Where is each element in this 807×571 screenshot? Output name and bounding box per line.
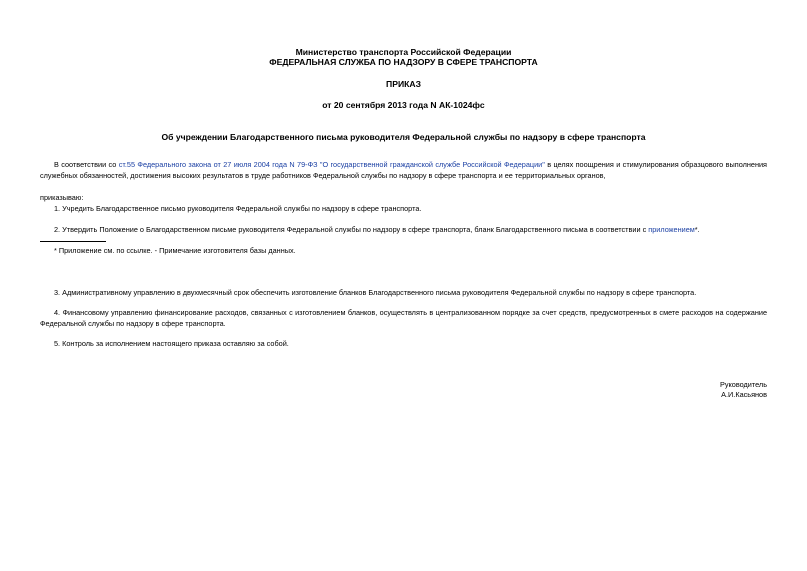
item-2-text: 2. Утвердить Положение о Благодарственном письме руководителя Федеральной службы по надзору в сфере транспорта, бланк Благодарственного письма в соответствии с — [54, 225, 649, 234]
document-title: Об учреждении Благодарственного письма руководителя Федеральной службы по надзору в сфере транспорта — [161, 132, 646, 142]
footnote-divider — [40, 241, 106, 242]
signature-position: Руководитель — [719, 380, 767, 389]
appendix-link[interactable]: приложением — [648, 225, 695, 234]
item-1: 1. Учредить Благодарственное письмо руководителя Федеральной службы по надзору в сфере транспорта. — [54, 204, 422, 213]
document-type: ПРИКАЗ — [386, 79, 421, 89]
ministry-name: Министерство транспорта Российской Федерации — [295, 47, 512, 57]
item-4: 4. Финансовому управлению финансирование расходов, связанных с изготовлением бланков, осуществлять в централизованном порядке за счет средств, предусмотренных в смете расходов на содержание Федеральной службы по надзору в сфере транспорта. — [40, 308, 767, 328]
preamble-paragraph — [40, 159, 767, 181]
preamble-rest: в целях поощрения и стимулирования образцового выполнения служебных обязанностей, достижения высоких результатов в труде работников Федеральной службы по надзору в сфере транспорта и ее территориальных органов, — [40, 160, 767, 180]
preamble-intro: В соответствии со — [54, 160, 119, 169]
item-2 — [54, 225, 700, 235]
item-3: 3. Административному управлению в двухмесячный срок обеспечить изготовление бланков Благодарственного письма руководителя Федеральной службы по надзору в сфере транспорта. — [54, 288, 697, 297]
service-name: ФЕДЕРАЛЬНАЯ СЛУЖБА ПО НАДЗОРУ В СФЕРЕ ТРАНСПОРТА — [269, 57, 538, 67]
federal-law-link[interactable]: ст.55 Федерального закона от 27 июля 2004 года N 79-ФЗ "О государственной гражданской службе Российской Федерации" — [118, 160, 545, 169]
item-2-tail: *. — [694, 225, 700, 234]
footnote: * Приложение см. по ссылке. - Примечание изготовителя базы данных. — [54, 246, 296, 255]
item-5: 5. Контроль за исполнением настоящего приказа оставляю за собой. — [54, 339, 289, 348]
signature-name: А.И.Касьянов — [721, 390, 767, 399]
document-date-number: от 20 сентября 2013 года N АК-1024фс — [322, 100, 485, 110]
order-word: приказываю: — [40, 193, 84, 202]
